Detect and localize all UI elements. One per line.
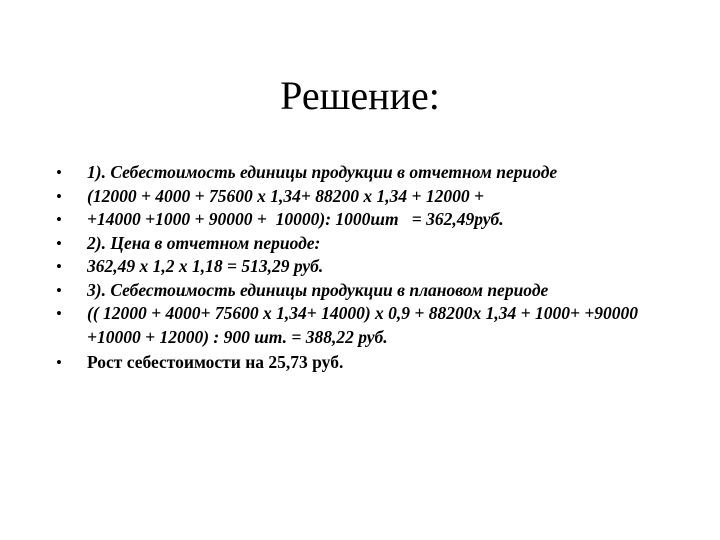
bullet-icon: • — [56, 233, 62, 253]
list-item — [56, 279, 696, 303]
bullet-icon: • — [56, 163, 62, 182]
bullet-list — [56, 161, 696, 375]
list-item — [56, 232, 696, 256]
bullet-text: (12000 + 4000 + 75600 х 1,34+ 88200 х 1,34 + 12000 + — [87, 185, 484, 206]
bullet-icon: • — [56, 210, 62, 229]
bullet-text: +14000 +1000 + 90000 + 10000): 1000шт = 362,49руб. — [87, 209, 504, 229]
list-item — [56, 161, 696, 185]
bullet-text: 1). Себестоимость единицы продукции в отчетном периоде — [87, 162, 558, 182]
bullet-text: (( 12000 + 4000+ 75600 х 1,34+ 14000) х 0,9 + 88200х 1,34 + 1000+ +90000 +10000 + 12000) : 900 шт. = 388,22 руб. — [87, 303, 643, 347]
bullet-text: 362,49 х 1,2 х 1,18 = 513,29 руб. — [87, 256, 324, 276]
bullet-text: 2). Цена в отчетном периоде: — [87, 232, 321, 253]
bullet-icon: • — [56, 280, 62, 300]
list-item — [56, 255, 696, 279]
bullet-icon: • — [56, 186, 62, 206]
list-item — [56, 208, 696, 232]
bullet-icon: • — [56, 304, 62, 323]
bullet-icon: • — [56, 353, 62, 372]
bullet-text: Рост себестоимости на 25,73 руб. — [87, 352, 344, 372]
bullet-icon: • — [56, 257, 62, 276]
bullet-text: 3). Себестоимость единицы продукции в плановом периоде — [87, 279, 549, 300]
list-item — [56, 302, 696, 349]
slide-title: Решение: — [280, 73, 440, 118]
list-item — [56, 185, 696, 209]
list-item — [56, 351, 696, 375]
